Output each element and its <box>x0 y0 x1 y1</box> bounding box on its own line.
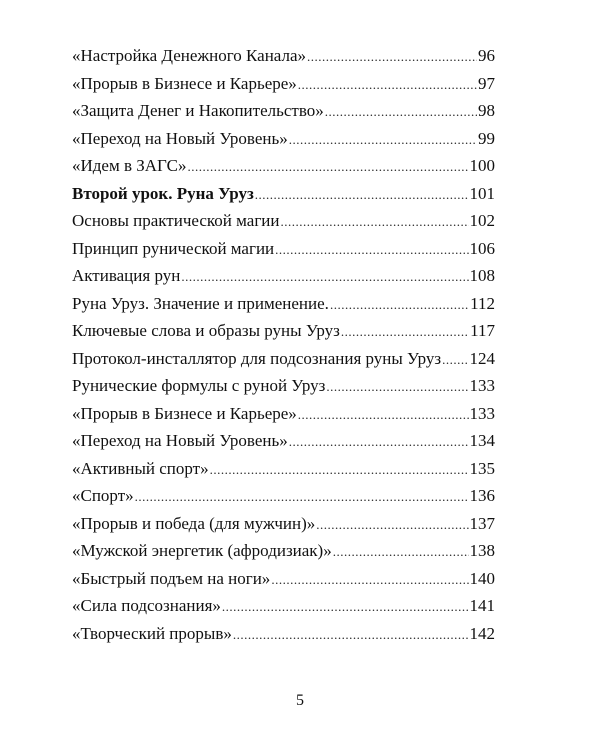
toc-entry-title: «Спорт» <box>72 486 134 505</box>
toc-entry <box>72 152 495 180</box>
toc-entry-page: 106 <box>469 238 495 258</box>
table-of-contents <box>72 42 495 647</box>
toc-entry-page: 133 <box>469 376 495 395</box>
toc-entry-title: Рунические формулы с руной Уруз <box>72 376 326 395</box>
toc-entry-title: «Прорыв в Бизнесе и Карьере» <box>72 73 297 93</box>
toc-section-heading <box>72 180 495 208</box>
toc-entry-page: 102 <box>469 211 495 230</box>
toc-entry <box>72 290 495 318</box>
toc-entry <box>72 620 495 648</box>
toc-entry-title: «Мужской энергетик (афродизиак)» <box>72 541 332 560</box>
toc-entry-title: Руна Уруз. Значение и применение. <box>72 293 329 313</box>
toc-leader-dots <box>298 71 477 99</box>
toc-entry <box>72 97 495 125</box>
toc-entry <box>72 455 495 483</box>
toc-entry-title: Принцип рунической магии <box>72 238 275 258</box>
toc-entry-page: 142 <box>469 623 495 643</box>
toc-entry <box>72 125 495 153</box>
toc-leader-dots <box>341 318 469 346</box>
toc-entry <box>72 345 495 373</box>
toc-entry-page: 108 <box>469 266 495 285</box>
toc-leader-dots <box>442 346 468 374</box>
toc-entry <box>72 317 495 345</box>
toc-entry-title: «Настройка Денежного Канала» <box>72 46 307 65</box>
toc-entry-page: 101 <box>469 183 495 203</box>
toc-leader-dots <box>210 456 469 484</box>
toc-entry-page: 134 <box>469 431 495 450</box>
toc-entry-page: 133 <box>469 403 495 423</box>
toc-entry-page: 97 <box>478 73 495 93</box>
toc-entry <box>72 207 495 235</box>
toc-leader-dots <box>135 483 469 511</box>
toc-leader-dots <box>289 428 469 456</box>
toc-entry <box>72 235 495 263</box>
toc-entry-page: 135 <box>469 458 495 478</box>
toc-entry-title: «Прорыв и победа (для мужчин)» <box>72 513 316 533</box>
toc-entry-page: 112 <box>470 293 495 313</box>
toc-leader-dots <box>222 593 469 621</box>
toc-entry <box>72 262 495 290</box>
toc-entry-title: «Защита Денег и Накопительство» <box>72 101 324 120</box>
toc-entry-title: Второй урок. Руна Уруз <box>72 183 254 203</box>
toc-leader-dots <box>289 126 477 154</box>
toc-entry-page: 137 <box>469 513 495 533</box>
toc-entry-page: 98 <box>478 101 495 120</box>
toc-entry-page: 141 <box>469 596 495 615</box>
toc-leader-dots <box>255 181 469 209</box>
toc-entry-title: «Сила подсознания» <box>72 596 221 615</box>
toc-entry-title: «Переход на Новый Уровень» <box>72 128 288 148</box>
toc-entry-page: 124 <box>469 348 495 368</box>
toc-entry <box>72 537 495 565</box>
toc-leader-dots <box>275 236 468 264</box>
toc-entry-page: 96 <box>478 46 495 65</box>
toc-entry <box>72 42 495 70</box>
toc-entry <box>72 482 495 510</box>
toc-entry-page: 100 <box>469 156 495 175</box>
toc-leader-dots <box>281 208 469 236</box>
toc-entry-title: «Активный спорт» <box>72 458 209 478</box>
toc-leader-dots <box>326 373 468 401</box>
toc-leader-dots <box>316 511 468 539</box>
toc-entry-page: 99 <box>478 128 495 148</box>
page-number: 5 <box>296 692 304 709</box>
toc-entry <box>72 70 495 98</box>
toc-entry <box>72 565 495 593</box>
toc-leader-dots <box>271 566 468 594</box>
toc-entry <box>72 592 495 620</box>
toc-entry-title: Ключевые слова и образы руны Уруз <box>72 321 340 340</box>
toc-entry-title: «Творческий прорыв» <box>72 623 232 643</box>
toc-entry-title: «Переход на Новый Уровень» <box>72 431 288 450</box>
toc-entry <box>72 372 495 400</box>
toc-entry <box>72 427 495 455</box>
toc-entry <box>72 400 495 428</box>
toc-entry-title: «Прорыв в Бизнесе и Карьере» <box>72 403 297 423</box>
toc-entry-title: Активация рун <box>72 266 181 285</box>
toc-leader-dots <box>298 401 469 429</box>
toc-entry-page: 117 <box>470 321 495 340</box>
toc-leader-dots <box>325 98 477 126</box>
toc-entry-title: «Идем в ЗАГС» <box>72 156 187 175</box>
toc-entry-page: 136 <box>469 486 495 505</box>
toc-entry-title: Основы практической магии <box>72 211 280 230</box>
toc-entry-title: «Быстрый подъем на ноги» <box>72 568 271 588</box>
toc-leader-dots <box>181 263 468 291</box>
toc-leader-dots <box>307 43 477 71</box>
toc-leader-dots <box>330 291 469 319</box>
toc-entry-title: Протокол-инсталлятор для подсознания руны Уруз <box>72 348 442 368</box>
toc-leader-dots <box>188 153 469 181</box>
toc-leader-dots <box>233 621 469 649</box>
toc-entry <box>72 510 495 538</box>
toc-leader-dots <box>333 538 469 566</box>
toc-entry-page: 138 <box>469 541 495 560</box>
toc-entry-page: 140 <box>469 568 495 588</box>
